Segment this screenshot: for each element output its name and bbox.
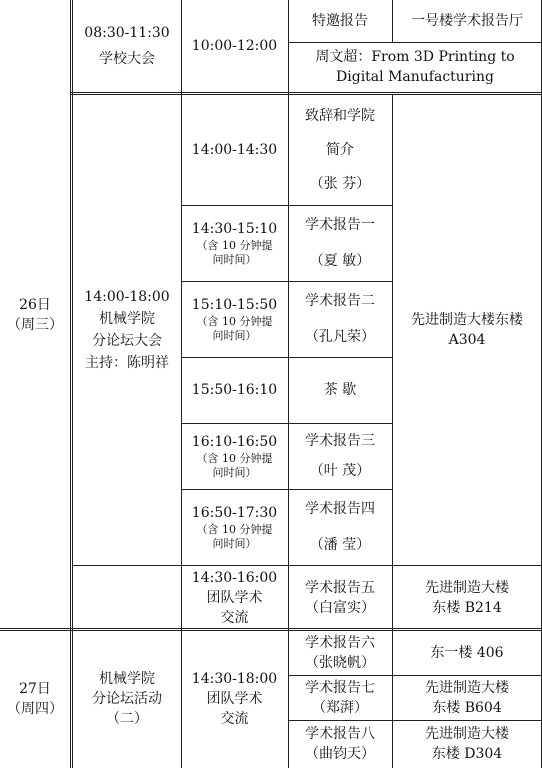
grid-line: [70, 0, 73, 768]
venue-text: 东一楼 406: [430, 644, 504, 661]
speaker-text: 周文超：From 3D Printing to: [315, 49, 515, 65]
grid-line: [288, 720, 542, 721]
item-person: （曲钧天）: [305, 746, 375, 762]
item-report-4: [288, 489, 392, 565]
time-slot-text: 16:10-16:50: [191, 434, 278, 450]
venue-text: 东楼 D304: [431, 746, 503, 762]
venue-text: A304: [448, 332, 486, 348]
date-label: 26日: [19, 297, 51, 313]
grid-line: [73, 565, 542, 566]
item-intro: [288, 95, 392, 205]
item-report-5: [288, 565, 392, 630]
grid-line: [181, 281, 392, 282]
team-exchange-cell: [181, 565, 288, 630]
session-name: （二）: [106, 711, 148, 727]
venue-text: 东楼 B604: [432, 699, 502, 716]
session-name: 机械学院: [99, 671, 155, 687]
item-text: 特邀报告: [312, 13, 368, 29]
item-report-8: [288, 720, 392, 768]
date-cell-day2: [0, 630, 70, 768]
session-name: 交流: [220, 711, 249, 727]
time-slot-morning: [181, 0, 288, 92]
item-person: （潘 莹）: [309, 537, 371, 553]
session-time: 14:00-18:00: [84, 289, 170, 305]
time-slot-note: 问时间）: [212, 253, 257, 266]
time-slot-text: 10:00-12:00: [191, 38, 278, 54]
item-tea-break: [288, 357, 392, 423]
session-name: 机械学院: [99, 311, 155, 327]
session-name: 学校大会: [99, 51, 155, 67]
item-text: 学术报告五: [305, 579, 375, 596]
school-session-cell: [73, 0, 181, 92]
time-slot-2: [181, 205, 288, 281]
grid-line: [181, 357, 392, 358]
grid-line: [288, 675, 542, 676]
item-text: 学术报告八: [305, 726, 375, 742]
grid-line: [181, 489, 392, 490]
venue-text: 先进制造大楼: [425, 726, 509, 742]
item-report-7: [288, 675, 392, 720]
venue-e406: [392, 630, 542, 675]
grid-line: [288, 0, 289, 768]
time-slot-text: 14:30-16:00: [191, 569, 278, 586]
item-text: 学术报告二: [305, 293, 375, 309]
venue-a304: [392, 95, 542, 565]
item-text: 学术报告一: [305, 217, 375, 233]
venue-text: 先进制造大楼: [425, 679, 509, 696]
time-slot-1: [181, 95, 288, 205]
time-slot-note: （含 10 分钟提: [196, 239, 273, 252]
time-slot-3: [181, 281, 288, 357]
item-person: （张晓帆）: [305, 654, 375, 671]
session-name: 分论坛大会: [92, 333, 162, 349]
weekday-label: （周三）: [7, 317, 63, 333]
item-text: 致辞和学院: [305, 108, 375, 124]
venue-hall: [392, 0, 542, 42]
grid-line: [70, 92, 542, 95]
speaker-text: Digital Manufacturing: [336, 69, 494, 85]
grid-line: [392, 95, 393, 768]
time-slot-text: 14:30-18:00: [191, 671, 278, 687]
grid-line: [181, 205, 392, 206]
session-time: 08:30-11:30: [84, 25, 170, 41]
grid-line: [288, 42, 542, 43]
time-slot-note: （含 10 分钟提: [196, 452, 273, 465]
session-name: 交流: [220, 609, 249, 626]
item-report-2: [288, 281, 392, 357]
venue-text: 东楼 B214: [432, 599, 502, 616]
day2-time-cell: [181, 630, 288, 768]
grid-line: [181, 0, 182, 768]
time-slot-text: 14:00-14:30: [191, 142, 278, 158]
time-slot-text: 15:10-15:50: [191, 297, 278, 313]
time-slot-note: 问时间）: [212, 329, 257, 342]
item-text: 茶 歇: [323, 382, 357, 398]
item-person: （郑湃）: [312, 699, 368, 716]
item-report-6: [288, 630, 392, 675]
speaker-cell: [288, 42, 542, 92]
venue-d304: [392, 720, 542, 768]
day2-session-cell: [73, 630, 181, 768]
venue-text: 先进制造大楼东楼: [411, 312, 523, 328]
grid-line: [0, 628, 542, 631]
session-name: 团队学术: [206, 691, 263, 707]
item-person: （叶 茂）: [309, 463, 371, 479]
item-text: 学术报告三: [305, 433, 375, 449]
item-text: 简介: [326, 142, 354, 158]
time-slot-5: [181, 423, 288, 489]
session-name: 分论坛活动: [92, 691, 162, 707]
date-cell-day1: [0, 0, 70, 630]
venue-text: 一号楼学术报告厅: [411, 13, 523, 29]
time-slot-4: [181, 357, 288, 423]
time-slot-text: 16:50-17:30: [191, 505, 278, 521]
item-person: （张 芬）: [309, 176, 371, 192]
time-slot-note: 问时间）: [212, 537, 257, 550]
date-label: 27日: [19, 681, 51, 697]
item-text: 学术报告七: [305, 679, 375, 696]
venue-text: 先进制造大楼: [425, 579, 509, 596]
time-slot-text: 14:30-15:10: [191, 221, 278, 237]
grid-line: [392, 0, 393, 42]
session-host: 主持：陈明祥: [85, 355, 169, 371]
weekday-label: （周四）: [7, 701, 63, 717]
item-person: （孔凡荣）: [305, 329, 375, 345]
venue-b604: [392, 675, 542, 720]
item-text: 学术报告六: [305, 634, 375, 651]
item-text: 学术报告四: [305, 501, 375, 517]
time-slot-note: （含 10 分钟提: [196, 523, 273, 536]
forum-session-cell: [73, 95, 181, 565]
time-slot-6: [181, 489, 288, 565]
time-slot-text: 15:50-16:10: [191, 382, 278, 398]
item-report-3: [288, 423, 392, 489]
venue-b214: [392, 565, 542, 630]
item-person: （白富实）: [305, 599, 375, 616]
invited-report-cell: [288, 0, 392, 42]
session-name: 团队学术: [206, 589, 263, 606]
grid-line: [181, 423, 392, 424]
time-slot-note: （含 10 分钟提: [196, 315, 273, 328]
item-report-1: [288, 205, 392, 281]
time-slot-note: 问时间）: [212, 466, 257, 479]
item-person: （夏 敏）: [309, 253, 371, 269]
